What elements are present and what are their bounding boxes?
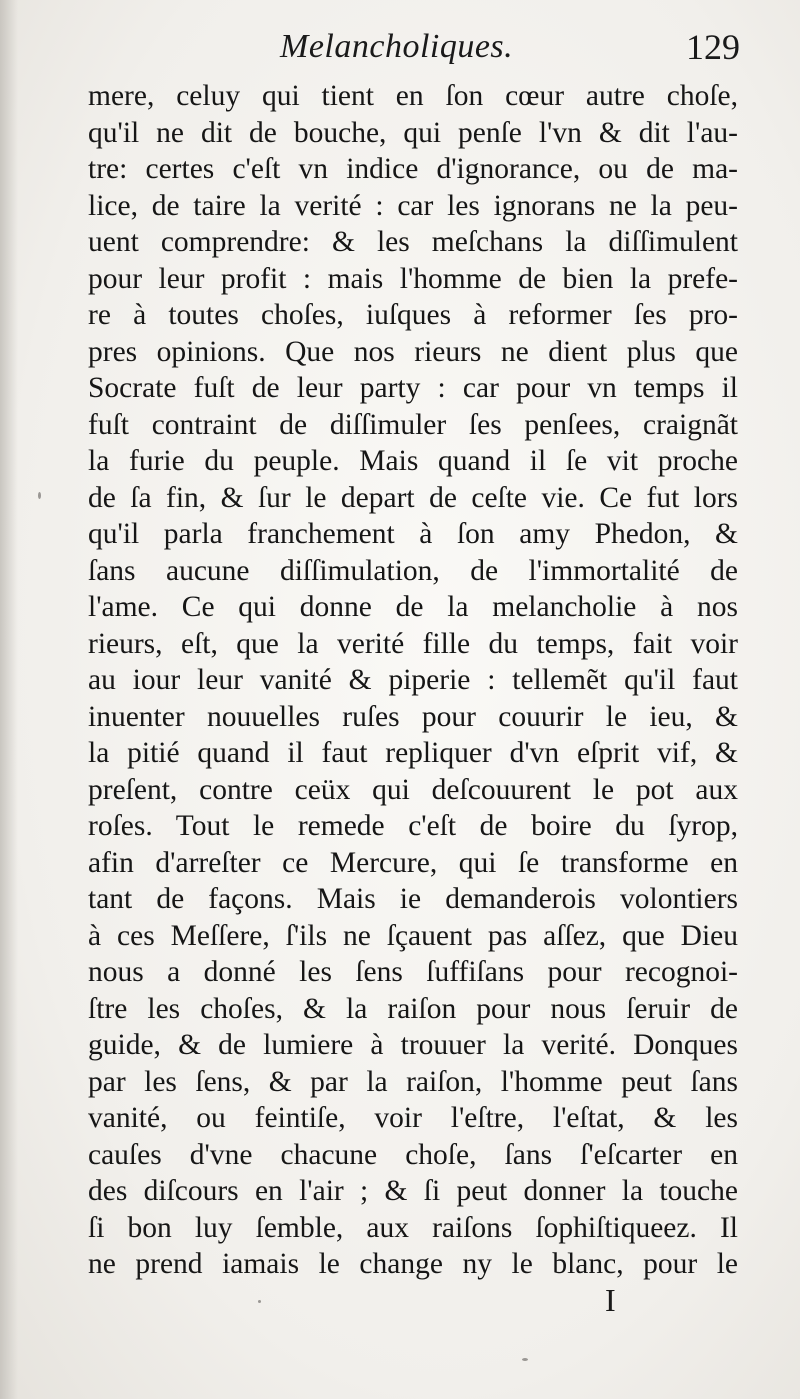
text-line: ſans aucune diſſimulation, de l'immortalité de [88, 554, 738, 587]
text-line: uent comprendre: & les meſchans la diſſimulent [88, 226, 738, 258]
page-edge-shadow [0, 0, 18, 1399]
text-line: tre: certes c'eſt vn indice d'ignorance, ou de ma- [88, 153, 738, 185]
text-line: lice, de taire la verité : car les ignorans ne la peu- [88, 189, 738, 222]
text-line: mere, celuy qui tient en ſon cœur autre choſe, [88, 80, 738, 112]
text-line: à ces Meſſere, ſ'ils ne ſçauent pas aſſez, que Dieu [88, 919, 738, 952]
signature-mark: I [605, 1282, 616, 1318]
text-line: re à toutes choſes, iuſques à reformer ſes pro- [88, 299, 738, 331]
text-line: nous a donné les ſens ſuffiſans pour recognoi- [88, 956, 738, 988]
text-line: guide, & de lumiere à trouuer la verité. Donques [88, 1029, 738, 1061]
ink-speck [38, 492, 41, 499]
text-line: qu'il ne dit de bouche, qui penſe l'vn & dit l'au- [88, 116, 738, 149]
text-line: rieurs, eſt, que la verité fille du temps, fait voir [88, 627, 738, 660]
text-line: ſi bon luy ſemble, aux raiſons ſophiſtiqueez. Il [88, 1211, 738, 1244]
ink-speck [522, 1358, 528, 1361]
running-title: Melancholiques. [280, 28, 514, 65]
text-line: vanité, ou feintiſe, voir l'eſtre, l'eſtat, & les [88, 1102, 738, 1134]
text-line: inuenter nouuelles ruſes pour couurir le ieu, & [88, 700, 738, 733]
text-line: pres opinions. Que nos rieurs ne dient plus que [88, 335, 738, 368]
text-line: de ſa fin, & ſur le depart de ceſte vie. Ce fut lors [88, 481, 738, 514]
text-line: preſent, contre ceüx qui deſcouurent le pot aux [88, 773, 738, 806]
text-line: au iour leur vanité & piperie : tellemẽt qu'il faut [88, 664, 738, 696]
ink-speck [258, 1300, 261, 1303]
page-header [90, 28, 740, 78]
text-line: des diſcours en l'air ; & ſi peut donner la touche [88, 1175, 738, 1207]
text-line: fuſt contraint de diſſimuler ſes penſees, craignãt [88, 408, 738, 441]
text-line: tant de façons. Mais ie demanderois volontiers [88, 883, 738, 915]
text-line: pour leur profit : mais l'homme de bien la prefe- [88, 262, 738, 295]
text-line: Socrate fuſt de leur party : car pour vn temps il [88, 372, 738, 404]
page-number: 129 [686, 27, 740, 67]
text-line: la furie du peuple. Mais quand il ſe vit proche [88, 445, 738, 477]
body-text [88, 78, 738, 1283]
text-line: ſtre les choſes, & la raiſon pour nous ſeruir de [88, 992, 738, 1025]
text-line: l'ame. Ce qui donne de la melancholie à nos [88, 591, 738, 623]
text-line: cauſes d'vne chacune choſe, ſans ſ'eſcarter en [88, 1138, 738, 1171]
text-line: qu'il parla franchement à ſon amy Phedon, & [88, 518, 738, 550]
text-line: afin d'arreſter ce Mercure, qui ſe transforme en [88, 846, 738, 879]
text-line: roſes. Tout le remede c'eſt de boire du ſyrop, [88, 810, 738, 842]
text-line: ne prend iamais le change ny le blanc, pour le [88, 1248, 738, 1280]
text-line: la pitié quand il faut repliquer d'vn eſprit vif, & [88, 737, 738, 769]
text-line: par les ſens, & par la raiſon, l'homme peut ſans [88, 1065, 738, 1098]
